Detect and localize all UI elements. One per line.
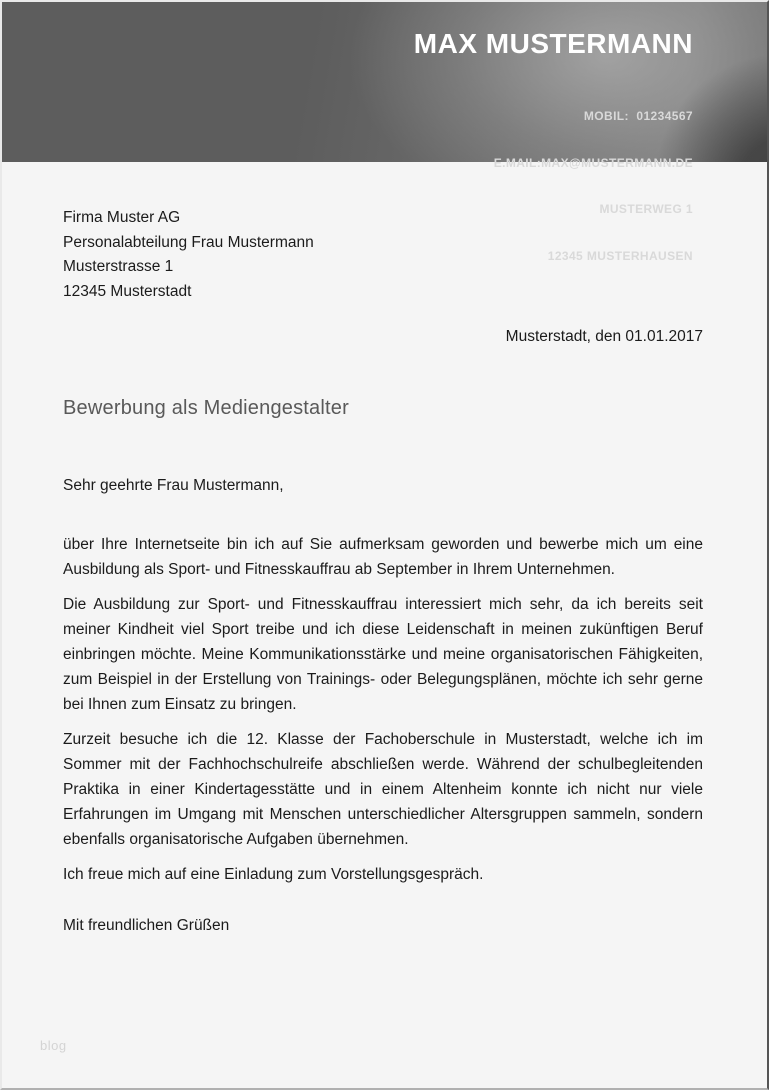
closing-line: Ich freue mich auf eine Einladung zum Vorstellungsgespräch. [63, 866, 484, 883]
recipient-department: Personalabteilung Frau Mustermann [63, 233, 314, 251]
paragraph-education: Zurzeit besuche ich die 12. Klasse der Fachoberschule in Musterstadt, welche ich im Sommer mit der Fachhochschulreife abschließen werde. Während der schulbegleitenden Praktika in einer Kindertagesstätte und in einem Altenheim konnte ich nicht nur viele Erfahrungen im Umgang mit Menschen unterschiedlicher Altersgruppen sammeln, sondern ebenfalls organisatorische Aufgaben übernehmen. [63, 731, 703, 848]
watermark-blog: blog [40, 1038, 67, 1053]
recipient-city: 12345 Musterstadt [63, 282, 192, 300]
recipient-company: Firma Muster AG [63, 209, 181, 226]
date-line: Musterstadt, den 01.01.2017 [505, 328, 703, 345]
sender-street: MUSTERWEG 1 [599, 202, 693, 216]
sender-name: MAX MUSTERMANN [413, 28, 693, 59]
paragraph-intro: über Ihre Internetseite bin ich auf Sie aufmerksam geworden und bewerbe mich um eine Ausbildung als Sport- und Fitnesskauffrau ab September in Ihrem Unternehmen. [63, 536, 703, 578]
salutation: Sehr geehrte Frau Mustermann, [63, 477, 284, 494]
recipient-street: Musterstrasse 1 [63, 258, 174, 275]
signoff: Mit freundlichen Grüßen [63, 917, 230, 934]
subject-line: Bewerbung als Mediengestalter [63, 397, 349, 419]
letter-body [63, 206, 703, 938]
sender-city: 12345 MUSTERHAUSEN [547, 248, 693, 263]
sender-mobile: MOBIL: 01234567 [583, 109, 693, 123]
paragraph-motivation: Die Ausbildung zur Sport- und Fitnesskauffrau interessiert mich sehr, da ich bereits seit meiner Kindheit viel Sport treibe und ich diese Leidenschaft in meinen zukünftigen Beruf einbringen möchte. Meine Kommunikationsstärke und meine organisatorischen Fähigkeiten, zum Beispiel in der Erstellung von Trainings- oder Belegungsplänen, möchte ich sehr gerne bei Ihnen zum Einsatz zu bringen. [63, 596, 703, 713]
sender-email: E.MAIL:MAX@MUSTERMANN.DE [493, 155, 693, 170]
